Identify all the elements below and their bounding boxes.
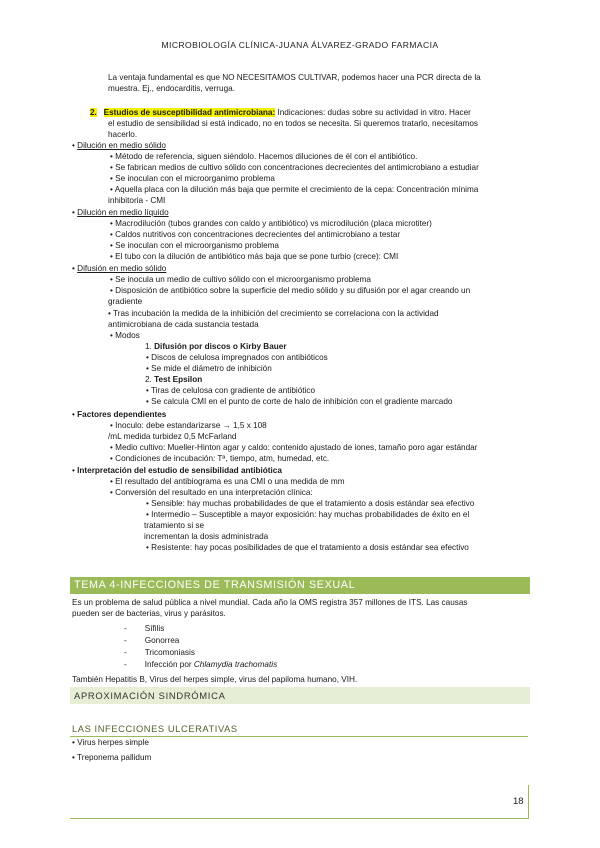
- section-number: 2.: [90, 108, 97, 117]
- list-item-cont: tratamiento si se: [144, 521, 205, 530]
- chapter-title: TEMA 4-INFECCIONES DE TRANSMISIÓN SEXUAL: [74, 579, 356, 591]
- subsection-heading: • Dilución en medio sólido: [72, 141, 166, 150]
- body-text: pueden ser de bacterias, virus y parásitos.: [72, 609, 226, 618]
- list-item: • Método de referencia, siguen siéndolo. Hacemos diluciones de él con el antibiótico.: [110, 152, 418, 161]
- list-item: • Se inoculan con el microorganimo problema: [110, 174, 275, 183]
- list-item: • Tras incubación la medida de la inhibición del crecimiento se correlaciona con la actividad: [108, 309, 439, 318]
- list-item: • Intermedio – Susceptible a mayor exposición: hay muchas probabilidades de éxito en el: [146, 510, 470, 519]
- mode-heading: 2. Test Epsilon: [145, 375, 203, 384]
- list-item: • Discos de celulosa impregnados con antibióticos: [146, 353, 328, 362]
- list-item: • Medio cultivo: Mueller-Hinton agar y caldo: contenido ajustado de iones, tamaño poro agar estándar: [110, 443, 478, 452]
- list-item: • Conversión del resultado en una interpretación clínica:: [110, 488, 313, 497]
- list-item: • Treponema pallidum: [72, 753, 152, 762]
- dash-item: - Infección por Chlamydia trachomatis: [124, 660, 278, 669]
- subsection-heading: • Factores dependientes: [72, 410, 167, 419]
- list-item: • Se calcula CMI en el punto de corte de halo de inhibición con el gradiente marcado: [146, 397, 453, 406]
- intro-line: La ventaja fundamental es que NO NECESITAMOS CULTIVAR, podemos hacer una PCR directa de la: [108, 73, 481, 82]
- list-item: • Se inoculan con el microorganismo problema: [110, 241, 279, 250]
- list-item: • Modos: [110, 331, 140, 340]
- section-title: Estudios de susceptibilidad antimicrobiana:: [103, 108, 276, 117]
- subsection-heading: • Difusión en medio sólido: [72, 264, 167, 273]
- body-text: También Hepatitis B, Virus del herpes simple, virus del papiloma humano, VIH.: [72, 675, 358, 684]
- subsection-heading: • Dilución en medio líquido: [72, 208, 169, 217]
- page-number: 18: [513, 796, 524, 807]
- list-item: • Se mide el diámetro de inhibición: [146, 364, 272, 373]
- list-item: • Virus herpes simple: [72, 738, 149, 747]
- list-item: • Caldos nutritivos con concentraciones decrecientes del antimicrobiano a testar: [110, 230, 401, 239]
- section-title-band: [70, 687, 530, 704]
- section-text: Indicaciones: dudas sobre su actividad in vitro. Hacer: [275, 108, 471, 117]
- list-item-cont: inhibitoria - CMI: [108, 196, 166, 205]
- list-item: • Inoculo: debe estandarizarse → 1,5 x 108: [110, 421, 267, 430]
- list-item: • Aquella placa con la dilución más baja que permite el crecimiento de la cepa: Concentración mínima: [110, 185, 479, 194]
- list-item: • Resistente: hay pocas posibilidades de que el tratamiento a dosis estándar sea efectivo: [146, 543, 469, 552]
- list-item: • Tiras de celulosa con gradiente de antibiótico: [146, 386, 316, 395]
- list-item: • Disposición de antibiótico sobre la superficie del medio sólido y su difusión por el agar creando un: [110, 286, 471, 295]
- section-text: hacerlo.: [108, 130, 138, 139]
- intro-line: muestra. Ej., endocarditis, verruga.: [108, 84, 235, 93]
- list-item: • Sensible: hay muchas probabilidades de que el tratamiento a dosis estándar sea efectivo: [146, 499, 475, 508]
- list-item-cont: /mL medida turbidez 0,5 McFarland: [108, 432, 237, 441]
- list-item: • Condiciones de incubación: Tª, tiempo, atm, humedad, etc.: [110, 454, 330, 463]
- body-text: Es un problema de salud pública a nivel mundial. Cada año la OMS registra 357 millones de ITS. Las causas: [72, 598, 468, 607]
- list-item: • El resultado del antibiograma es una CMI o una medida de mm: [110, 477, 345, 486]
- chapter-title-band: [70, 577, 530, 594]
- list-item: • Se fabrican medios de cultivo sólido con concentraciones decrecientes del antimicrobiano a estudiar: [110, 163, 479, 172]
- subsection-title: LAS INFECCIONES ULCERATIVAS: [72, 724, 238, 734]
- dash-item: - Tricomoniasis: [124, 648, 195, 657]
- footer-frame: [70, 785, 529, 819]
- page-header: MICROBIOLOGÍA CLÍNICA-JUANA ÁLVAREZ-GRADO FARMACIA: [161, 40, 439, 50]
- list-item: • El tubo con la dilución de antibiótico más baja que se pone turbio (crece): CMI: [110, 252, 399, 261]
- section-title: APROXIMACIÓN SINDRÓMICA: [74, 690, 226, 701]
- subsection-heading: • Interpretación del estudio de sensibilidad antibiótica: [72, 466, 282, 475]
- title-rule: [70, 736, 528, 737]
- dash-item: - Gonorrea: [124, 636, 180, 645]
- list-item: • Se inocula un medio de cultivo sólido con el microorganismo problema: [110, 275, 371, 284]
- section-heading: [90, 108, 471, 119]
- list-item-cont: incrementan la dosis administrada: [144, 532, 269, 541]
- dash-item: - Sífilis: [124, 624, 165, 633]
- section-text: el estudio de sensibilidad si está indicado, no en todos se necesita. Si queremos tratarlo, necesitamos: [108, 119, 479, 128]
- list-item-cont: antimicrobiana de cada sustancia testada: [108, 320, 259, 329]
- mode-heading: 1. Difusión por discos o Kirby Bauer: [145, 342, 287, 351]
- list-item: • Macrodilución (tubos grandes con caldo y antibiótico) vs microdilución (placa microtiter): [110, 219, 432, 228]
- list-item-cont: gradiente: [108, 297, 143, 306]
